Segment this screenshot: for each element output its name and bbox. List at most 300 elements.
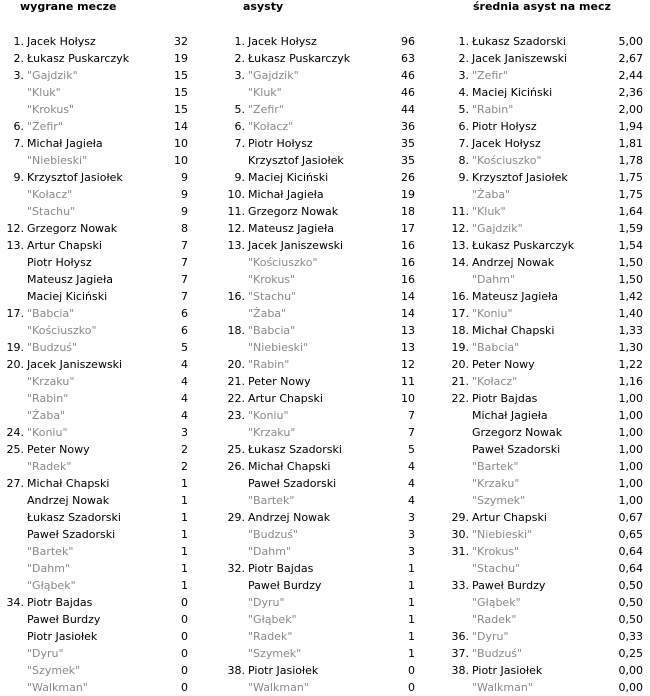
- stat-value: 16: [401, 239, 415, 252]
- player-name: Michał Jagieła: [248, 188, 324, 201]
- stat-value: 1,42: [618, 290, 643, 303]
- stat-value: 63: [401, 52, 415, 65]
- rank: 9.: [234, 171, 245, 184]
- rank: 11.: [227, 205, 245, 218]
- stat-value: 5: [408, 443, 415, 456]
- table-row: [4, 186, 188, 203]
- player-name: "Walkman": [248, 681, 309, 694]
- player-name: "Bartek": [472, 460, 519, 473]
- stat-value: 1,33: [618, 324, 643, 337]
- rank: 1.: [458, 35, 469, 48]
- table-row: [4, 543, 188, 560]
- stat-value: 0,00: [618, 681, 643, 694]
- table-row: [225, 203, 415, 220]
- player-name: "Stachu": [472, 562, 521, 575]
- stat-value: 0,33: [618, 630, 643, 643]
- player-name: Krzysztof Jasiołek: [248, 154, 344, 167]
- column-title: wygrane mecze: [20, 0, 117, 13]
- player-name: "Gajdzik": [472, 222, 523, 235]
- rank: 7.: [234, 137, 245, 150]
- rank: 12.: [451, 222, 469, 235]
- player-name: "Żaba": [248, 307, 287, 320]
- rank: 36.: [451, 630, 469, 643]
- stat-value: 2,44: [618, 69, 643, 82]
- player-name: Łukasz Puskarczyk: [27, 52, 130, 65]
- table-row: [225, 67, 415, 84]
- rank: 18.: [227, 324, 245, 337]
- player-name: Piotr Hołysz: [248, 137, 313, 150]
- player-name: "Głąbek": [248, 613, 297, 626]
- table-row: [449, 305, 643, 322]
- rank: 7.: [458, 137, 469, 150]
- player-name: "Kołacz": [248, 120, 294, 133]
- table-row: [225, 645, 415, 662]
- table-row: [225, 322, 415, 339]
- player-name: "Zefir": [27, 120, 63, 133]
- table-row: [225, 101, 415, 118]
- rank: 2.: [234, 52, 245, 65]
- stat-value: 4: [181, 392, 188, 405]
- stat-value: 1: [408, 647, 415, 660]
- player-name: Paweł Szadorski: [27, 528, 116, 541]
- stat-value: 0,50: [618, 613, 643, 626]
- rank: 2.: [13, 52, 24, 65]
- player-name: "Żaba": [472, 188, 511, 201]
- player-name: Artur Chapski: [27, 239, 102, 252]
- player-name: "Zefir": [472, 69, 508, 82]
- player-name: "Kluk": [248, 86, 282, 99]
- rank: 12.: [227, 222, 245, 235]
- stat-value: 0: [181, 613, 188, 626]
- stat-value: 14: [401, 290, 415, 303]
- table-row: [225, 577, 415, 594]
- stat-value: 4: [408, 494, 415, 507]
- player-name: "Głąbek": [27, 579, 76, 592]
- table-row: [225, 305, 415, 322]
- stat-value: 46: [401, 69, 415, 82]
- stat-value: 4: [181, 409, 188, 422]
- stat-value: 1: [181, 579, 188, 592]
- rank: 34.: [6, 596, 24, 609]
- table-row: [449, 424, 643, 441]
- stat-value: 4: [408, 460, 415, 473]
- stat-value: 8: [181, 222, 188, 235]
- player-name: "Radek": [248, 630, 293, 643]
- player-name: Łukasz Szadorski: [27, 511, 121, 524]
- stat-value: 4: [408, 477, 415, 490]
- player-name: "Zefir": [248, 103, 284, 116]
- table-row: [225, 288, 415, 305]
- stat-value: 1,30: [618, 341, 643, 354]
- table-row: [4, 322, 188, 339]
- table-row: [4, 339, 188, 356]
- rank: 19.: [6, 341, 24, 354]
- stat-value: 3: [408, 545, 415, 558]
- player-name: Grzegorz Nowak: [27, 222, 118, 235]
- table-row: [4, 135, 188, 152]
- rank: 30.: [451, 528, 469, 541]
- table-row: [225, 356, 415, 373]
- stat-value: 9: [181, 205, 188, 218]
- player-name: Piotr Jasiołek: [27, 630, 98, 643]
- table-row: [4, 390, 188, 407]
- table-row: [225, 662, 415, 679]
- table-row: [449, 407, 643, 424]
- table-row: [225, 509, 415, 526]
- player-name: Łukasz Puskarczyk: [472, 239, 575, 252]
- player-name: Piotr Hołysz: [472, 120, 537, 133]
- table-row: [4, 50, 188, 67]
- stat-value: 18: [401, 205, 415, 218]
- stat-value: 6: [181, 324, 188, 337]
- stat-value: 7: [408, 409, 415, 422]
- table-row: [449, 492, 643, 509]
- stat-value: 14: [174, 120, 188, 133]
- table-row: [449, 628, 643, 645]
- table-row: [449, 509, 643, 526]
- stat-value: 35: [401, 137, 415, 150]
- stat-value: 4: [181, 358, 188, 371]
- table-row: [4, 577, 188, 594]
- stat-value: 1,50: [618, 256, 643, 269]
- player-name: Andrzej Nowak: [248, 511, 331, 524]
- rank: 3.: [13, 69, 24, 82]
- stat-value: 2,67: [618, 52, 643, 65]
- stat-value: 3: [408, 528, 415, 541]
- table-row: [449, 611, 643, 628]
- rank: 37.: [451, 647, 469, 660]
- table-row: [4, 373, 188, 390]
- player-name: Michał Chapski: [27, 477, 110, 490]
- stat-value: 7: [408, 426, 415, 439]
- player-name: Piotr Jasiołek: [472, 664, 543, 677]
- stat-value: 16: [401, 273, 415, 286]
- stat-value: 1,50: [618, 273, 643, 286]
- player-name: Piotr Bajdas: [248, 562, 314, 575]
- player-name: "Szymek": [248, 647, 302, 660]
- stat-value: 12: [401, 358, 415, 371]
- stat-value: 10: [401, 392, 415, 405]
- stat-value: 19: [401, 188, 415, 201]
- player-name: "Kołacz": [27, 188, 73, 201]
- table-row: [449, 203, 643, 220]
- stat-value: 1: [181, 528, 188, 541]
- stat-value: 15: [174, 86, 188, 99]
- player-name: "Krzaku": [472, 477, 520, 490]
- player-name: Michał Jagieła: [472, 409, 548, 422]
- stat-value: 0: [181, 664, 188, 677]
- stat-value: 1: [408, 596, 415, 609]
- stat-value: 2: [181, 460, 188, 473]
- player-name: Łukasz Szadorski: [472, 35, 566, 48]
- column-title: asysty: [243, 0, 284, 13]
- table-row: [449, 339, 643, 356]
- table-row: [4, 152, 188, 169]
- player-name: "Głąbek": [472, 596, 521, 609]
- stat-value: 35: [401, 154, 415, 167]
- table-row: [4, 679, 188, 696]
- table-row: [4, 458, 188, 475]
- rank: 10.: [227, 188, 245, 201]
- column-title: średnia asyst na mecz: [473, 0, 611, 13]
- table-row: [449, 50, 643, 67]
- player-name: Piotr Bajdas: [472, 392, 538, 405]
- stat-value: 9: [181, 171, 188, 184]
- table-row: [4, 407, 188, 424]
- rank: 20.: [6, 358, 24, 371]
- player-name: "Walkman": [27, 681, 88, 694]
- stat-value: 0,64: [618, 562, 643, 575]
- table-row: [449, 118, 643, 135]
- table-row: [225, 169, 415, 186]
- stat-value: 0,64: [618, 545, 643, 558]
- table-row: [4, 288, 188, 305]
- table-row: [225, 475, 415, 492]
- rank: 29.: [227, 511, 245, 524]
- rank: 17.: [6, 307, 24, 320]
- table-row: [225, 407, 415, 424]
- table-row: [225, 594, 415, 611]
- player-name: Jacek Janiszewski: [472, 52, 568, 65]
- stat-value: 1,00: [618, 443, 643, 456]
- stat-value: 15: [174, 69, 188, 82]
- player-name: "Krzaku": [27, 375, 75, 388]
- table-row: [449, 458, 643, 475]
- stat-value: 3: [408, 511, 415, 524]
- player-name: Krzysztof Jasiołek: [472, 171, 568, 184]
- stat-value: 0: [181, 596, 188, 609]
- stat-value: 0: [181, 647, 188, 660]
- rank: 25.: [227, 443, 245, 456]
- player-name: "Koniu": [27, 426, 68, 439]
- rank: 27.: [6, 477, 24, 490]
- stat-value: 5: [181, 341, 188, 354]
- table-row: [225, 373, 415, 390]
- player-name: "Dahm": [472, 273, 516, 286]
- rank: 20.: [451, 358, 469, 371]
- table-row: [225, 135, 415, 152]
- player-name: Jacek Janiszewski: [27, 358, 123, 371]
- table-row: [4, 645, 188, 662]
- player-name: Mateusz Jagieła: [472, 290, 558, 303]
- table-row: [449, 526, 643, 543]
- player-name: "Niebieski": [472, 528, 533, 541]
- table-row: [225, 237, 415, 254]
- player-name: "Babcia": [472, 341, 520, 354]
- rank: 14.: [451, 256, 469, 269]
- player-name: Jacek Hołysz: [472, 137, 541, 150]
- player-name: Andrzej Nowak: [472, 256, 555, 269]
- table-row: [449, 288, 643, 305]
- ranking-list: [4, 33, 188, 696]
- table-row: [225, 441, 415, 458]
- stat-value: 36: [401, 120, 415, 133]
- stat-value: 1,78: [618, 154, 643, 167]
- rank: 16.: [227, 290, 245, 303]
- table-row: [449, 373, 643, 390]
- player-name: "Koniu": [248, 409, 289, 422]
- table-row: [4, 254, 188, 271]
- stat-value: 0,50: [618, 579, 643, 592]
- table-row: [225, 679, 415, 696]
- player-name: "Kościuszko": [248, 256, 318, 269]
- player-name: Peter Nowy: [248, 375, 311, 388]
- rank: 24.: [6, 426, 24, 439]
- stat-value: 0: [408, 681, 415, 694]
- rank: 6.: [234, 120, 245, 133]
- player-name: "Radek": [27, 460, 72, 473]
- table-row: [449, 322, 643, 339]
- stat-value: 1: [181, 545, 188, 558]
- stat-value: 19: [174, 52, 188, 65]
- player-name: Grzegorz Nowak: [472, 426, 563, 439]
- player-name: "Dyru": [27, 647, 64, 660]
- stat-value: 2,00: [618, 103, 643, 116]
- table-row: [4, 356, 188, 373]
- player-name: Paweł Szadorski: [472, 443, 561, 456]
- stat-value: 4: [181, 375, 188, 388]
- player-name: Paweł Burdzy: [472, 579, 546, 592]
- stat-value: 7: [181, 256, 188, 269]
- table-row: [449, 101, 643, 118]
- player-name: Piotr Bajdas: [27, 596, 93, 609]
- rank: 11.: [451, 205, 469, 218]
- stat-value: 1,00: [618, 494, 643, 507]
- stat-value: 0: [181, 630, 188, 643]
- table-row: [4, 67, 188, 84]
- stat-value: 1: [181, 511, 188, 524]
- rank: 20.: [227, 358, 245, 371]
- rank: 12.: [6, 222, 24, 235]
- stat-value: 1: [181, 562, 188, 575]
- table-row: [225, 611, 415, 628]
- stat-value: 1,75: [618, 188, 643, 201]
- player-name: "Budzuś": [27, 341, 78, 354]
- stat-value: 13: [401, 341, 415, 354]
- table-row: [4, 662, 188, 679]
- player-name: "Walkman": [472, 681, 533, 694]
- player-name: "Żaba": [27, 409, 66, 422]
- table-row: [4, 509, 188, 526]
- stat-value: 26: [401, 171, 415, 184]
- stat-value: 1,00: [618, 392, 643, 405]
- stat-value: 10: [174, 137, 188, 150]
- table-row: [4, 271, 188, 288]
- player-name: "Stachu": [27, 205, 76, 218]
- stat-value: 6: [181, 307, 188, 320]
- rank: 18.: [451, 324, 469, 337]
- table-row: [449, 441, 643, 458]
- table-row: [4, 628, 188, 645]
- table-row: [449, 594, 643, 611]
- stat-value: 1,16: [618, 375, 643, 388]
- player-name: "Koniu": [472, 307, 513, 320]
- table-row: [449, 475, 643, 492]
- player-name: "Stachu": [248, 290, 297, 303]
- table-row: [449, 679, 643, 696]
- stat-value: 1,22: [618, 358, 643, 371]
- rank: 6.: [458, 120, 469, 133]
- table-row: [449, 152, 643, 169]
- table-row: [449, 356, 643, 373]
- player-name: "Kołacz": [472, 375, 518, 388]
- rank: 22.: [227, 392, 245, 405]
- table-row: [225, 424, 415, 441]
- player-name: "Niebieski": [248, 341, 309, 354]
- player-name: "Rabin": [248, 358, 290, 371]
- table-row: [449, 220, 643, 237]
- player-name: Piotr Hołysz: [27, 256, 92, 269]
- table-row: [4, 84, 188, 101]
- player-name: Andrzej Nowak: [27, 494, 110, 507]
- rank: 16.: [451, 290, 469, 303]
- rank: 21.: [451, 375, 469, 388]
- rank: 9.: [13, 171, 24, 184]
- stat-value: 0: [181, 681, 188, 694]
- stat-value: 1,00: [618, 409, 643, 422]
- table-row: [225, 526, 415, 543]
- rank: 38.: [227, 664, 245, 677]
- stat-value: 1,54: [618, 239, 643, 252]
- player-name: Peter Nowy: [27, 443, 90, 456]
- player-name: "Babcia": [248, 324, 296, 337]
- rank: 3.: [234, 69, 245, 82]
- table-row: [449, 577, 643, 594]
- rank: 21.: [227, 375, 245, 388]
- rank: 2.: [458, 52, 469, 65]
- player-name: "Babcia": [27, 307, 75, 320]
- stat-value: 0: [408, 664, 415, 677]
- player-name: Łukasz Puskarczyk: [248, 52, 351, 65]
- player-name: Artur Chapski: [248, 392, 323, 405]
- table-row: [4, 220, 188, 237]
- stat-value: 7: [181, 239, 188, 252]
- player-name: "Dahm": [27, 562, 71, 575]
- rank: 5.: [458, 103, 469, 116]
- player-name: "Kluk": [472, 205, 506, 218]
- player-name: "Krokus": [27, 103, 75, 116]
- player-name: Paweł Burdzy: [248, 579, 322, 592]
- stat-value: 0,67: [618, 511, 643, 524]
- table-row: [225, 560, 415, 577]
- rank: 13.: [227, 239, 245, 252]
- stat-value: 0,25: [618, 647, 643, 660]
- stat-value: 9: [181, 188, 188, 201]
- player-name: "Gajdzik": [27, 69, 78, 82]
- table-row: [225, 186, 415, 203]
- player-name: "Szymek": [472, 494, 526, 507]
- player-name: Jacek Hołysz: [27, 35, 96, 48]
- table-row: [4, 492, 188, 509]
- table-row: [4, 169, 188, 186]
- table-row: [225, 254, 415, 271]
- stat-value: 15: [174, 103, 188, 116]
- player-name: Mateusz Jagieła: [248, 222, 334, 235]
- table-row: [225, 33, 415, 50]
- table-row: [225, 220, 415, 237]
- stat-value: 7: [181, 273, 188, 286]
- stat-value: 1,00: [618, 426, 643, 439]
- table-row: [449, 135, 643, 152]
- table-row: [225, 458, 415, 475]
- table-row: [449, 390, 643, 407]
- player-name: "Bartek": [248, 494, 295, 507]
- stat-value: 7: [181, 290, 188, 303]
- player-name: "Gajdzik": [248, 69, 299, 82]
- table-row: [225, 628, 415, 645]
- stat-value: 5,00: [618, 35, 643, 48]
- player-name: "Dyru": [472, 630, 509, 643]
